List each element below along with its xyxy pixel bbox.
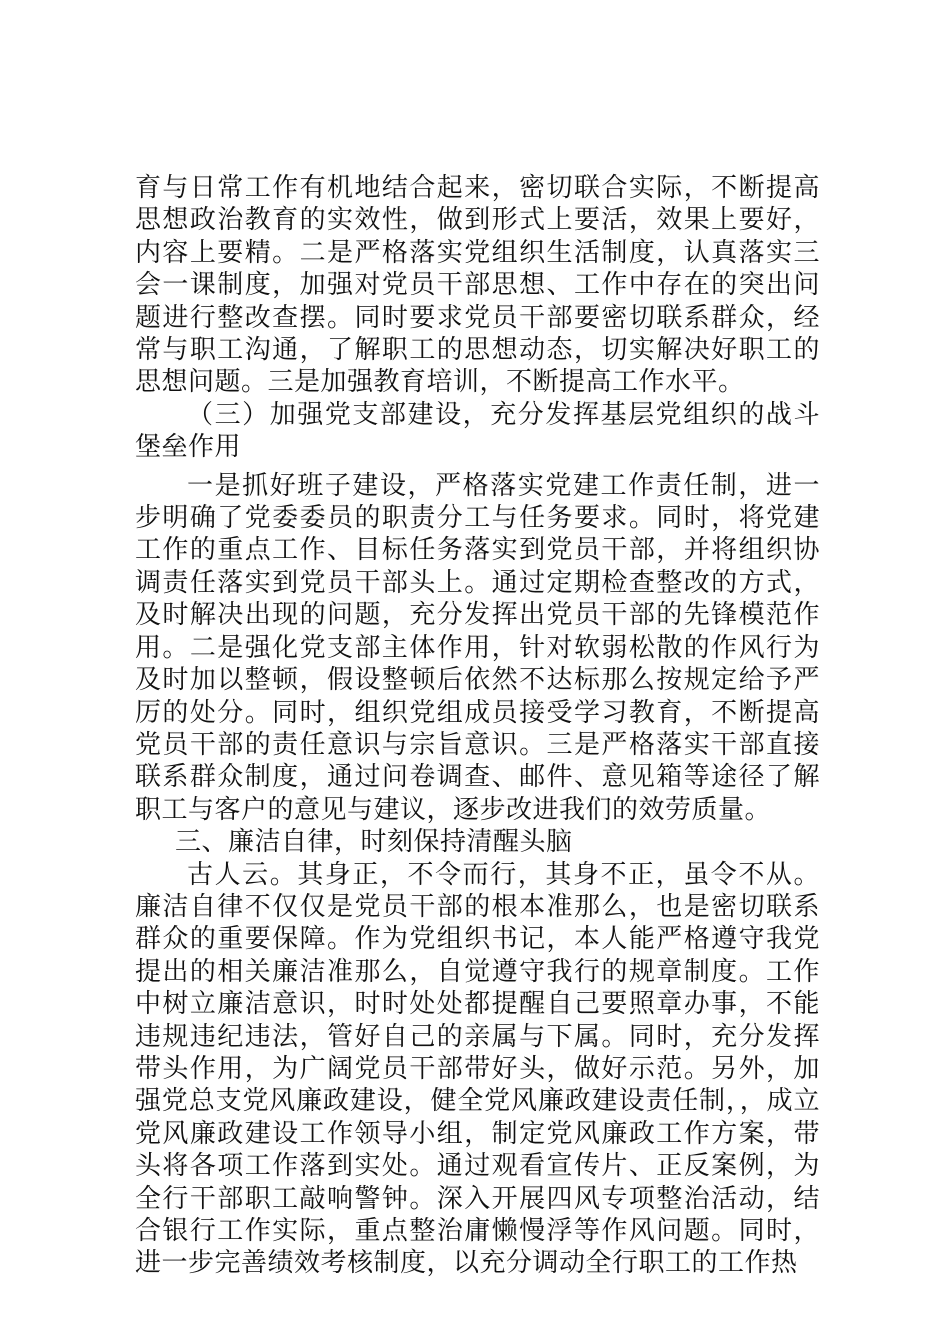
paragraph-integrity: 古人云。其身正，不令而行，其身不正，虽令不从。廉洁自律不仅仅是党员干部的根本准那么，也是密切联系群众的重要保障。作为党组织书记，本人能严格遵守我党提出的相关廉洁准那么，自觉遵守我行的规章制度。工作中树立廉洁意识，时时处处都提醒自己要照章办事，不能违规违纪违法，管好自己的亲属与下属。同时，充分发挥带头作用，为广阔党员干部带好头，做好示范。另外，加强党总支党风廉政建设，健全党风廉政建设责任制，，成立党风廉政建设工作领导小组，制定党风廉政工作方案，带头将各项工作落到实处。通过观看宣传片、正反案例，为全行干部职工敲响警钟。深入开展四风专项整治活动，结合银行工作实际，重点整治庸懒慢浮等作风问题。同时，进一步完善绩效考核制度，以充分调动全行职工的工作热: [135, 859, 820, 1279]
paragraph-party-branch: 一是抓好班子建设，严格落实党建工作责任制，进一步明确了党委委员的职责分工与任务要求。同时，将党建工作的重点工作、目标任务落实到党员干部，并将组织协调责任落实到党员干部头上。通过定期检查整改的方式，及时解决出现的问题，充分发挥出党员干部的先锋模范作用。二是强化党支部主体作用，针对软弱松散的作风行为及时加以整顿，假设整顿后依然不达标那么按规定给予严厉的处分。同时，组织党组成员接受学习教育，不断提高党员干部的责任意识与宗旨意识。三是严格落实干部直接联系群众制度，通过问卷调查、邮件、意见箱等途径了解职工与客户的意见与建议，逐步改进我们的效劳质量。: [135, 470, 820, 825]
document-body: [135, 172, 820, 1280]
subsection-heading-3: （三）加强党支部建设，充分发挥基层党组织的战斗堡垒作用: [135, 399, 820, 463]
section-heading-3: 三、廉洁自律，时刻保持清醒头脑: [175, 827, 573, 858]
paragraph-continued: 育与日常工作有机地结合起来，密切联合实际，不断提高思想政治教育的实效性，做到形式上要活，效果上要好，内容上要精。二是严格落实党组织生活制度，认真落实三会一课制度，加强对党员干部思想、工作中存在的突出问题进行整改查摆。同时要求党员干部要密切联系群众，经常与职工沟通，了解职工的思想动态，切实解决好职工的思想问题。三是加强教育培训，不断提高工作水平。: [135, 173, 820, 398]
